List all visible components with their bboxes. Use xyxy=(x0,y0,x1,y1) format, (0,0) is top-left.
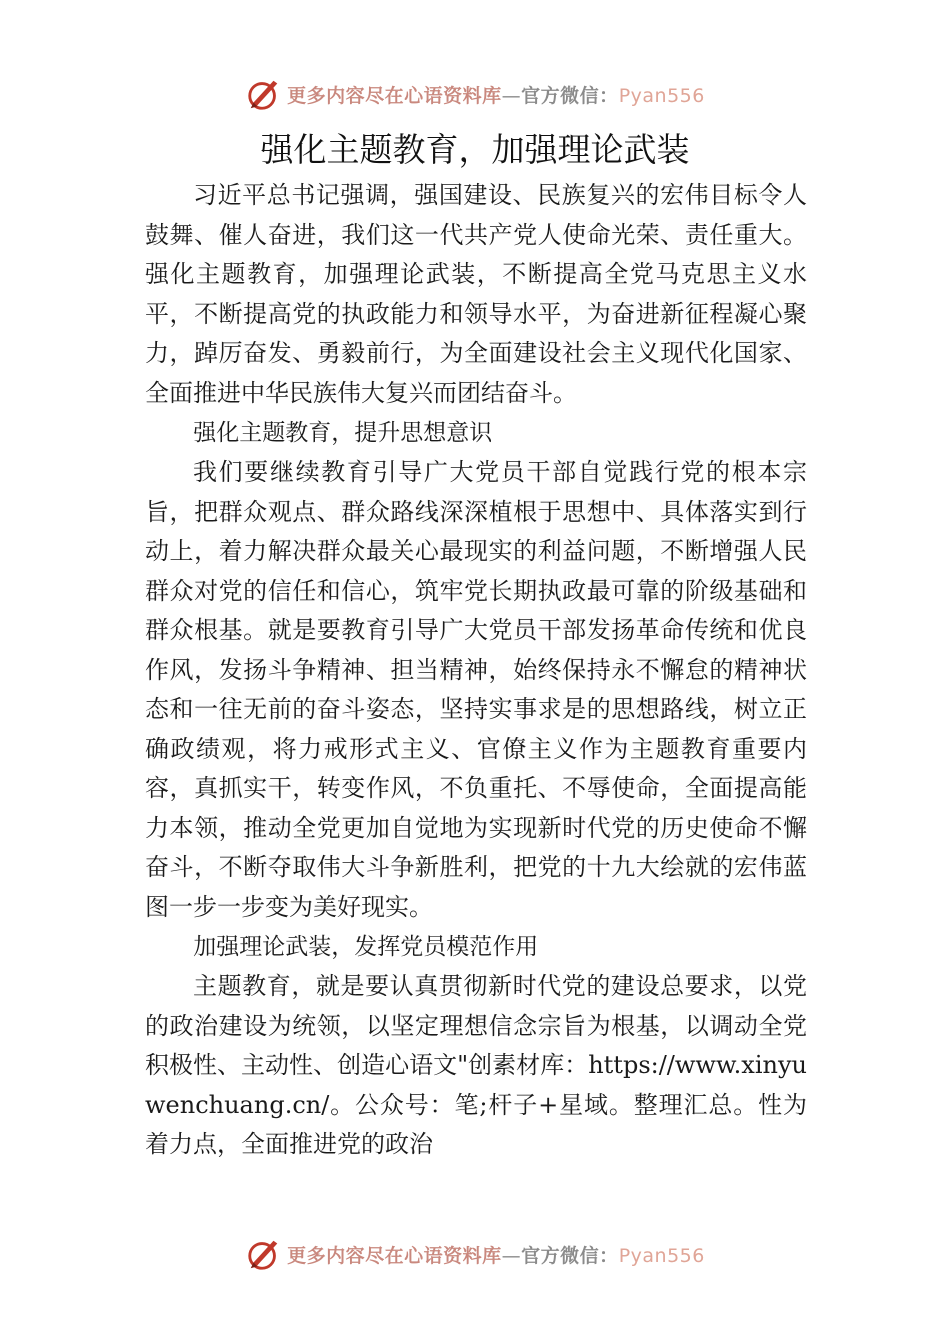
watermark-text: 更多内容尽在心语资料库—官方微信：Pyan556 xyxy=(287,84,705,107)
document-body xyxy=(145,176,807,1165)
footer-watermark-banner xyxy=(0,1232,950,1276)
paragraph-intro: 习近平总书记强调，强国建设、民族复兴的宏伟目标令人鼓舞、催人奋进，我们这一代共产党人使命光荣、责任重大。强化主题教育，加强理论武装，不断提高全党马克思主义水平，不断提高党的执政能力和领导水平，为奋进新征程凝心聚力，踔厉奋发、勇毅前行，为全面建设社会主义现代化国家、全面推进中华民族伟大复兴而团结奋斗。 xyxy=(145,181,807,407)
section-heading-ideology: 强化主题教育，提升思想意识 xyxy=(193,420,493,446)
header-watermark-banner xyxy=(0,72,950,116)
pen-circle-logo-icon xyxy=(245,75,283,113)
document-title: 强化主题教育，加强理论武装 xyxy=(260,130,690,169)
paragraph-theory: 主题教育，就是要认真贯彻新时代党的建设总要求，以党的政治建设为统领，以坚定理想信念宗旨为根基，以调动全党积极性、主动性、创造心语文"创素材库：https://www.xinyuwenchuang.cn/。公众号：笔;杆子+星域。整理汇总。性为着力点，全面推进党的政治 xyxy=(145,972,807,1158)
watermark-text: 更多内容尽在心语资料库—官方微信：Pyan556 xyxy=(287,1244,705,1267)
paragraph-ideology: 我们要继续教育引导广大党员干部自觉践行党的根本宗旨，把群众观点、群众路线深深植根于思想中、具体落实到行动上，着力解决群众最关心最现实的利益问题，不断增强人民群众对党的信任和信心，筑牢党长期执政最可靠的阶级基础和群众根基。就是要教育引导广大党员干部发扬革命传统和优良作风，发扬斗争精神、担当精神，始终保持永不懈怠的精神状态和一往无前的奋斗姿态，坚持实事求是的思想路线，树立正确政绩观，将力戒形式主义、官僚主义作为主题教育重要内容，真抓实干，转变作风，不负重托、不辱使命，全面提高能力本领，推动全党更加自觉地为实现新时代党的历史使命不懈奋斗，不断夺取伟大斗争新胜利，把党的十九大绘就的宏伟蓝图一步一步变为美好现实。 xyxy=(145,458,807,921)
section-heading-theory: 加强理论武装，发挥党员模范作用 xyxy=(193,934,539,960)
pen-circle-logo-icon xyxy=(245,1235,283,1273)
